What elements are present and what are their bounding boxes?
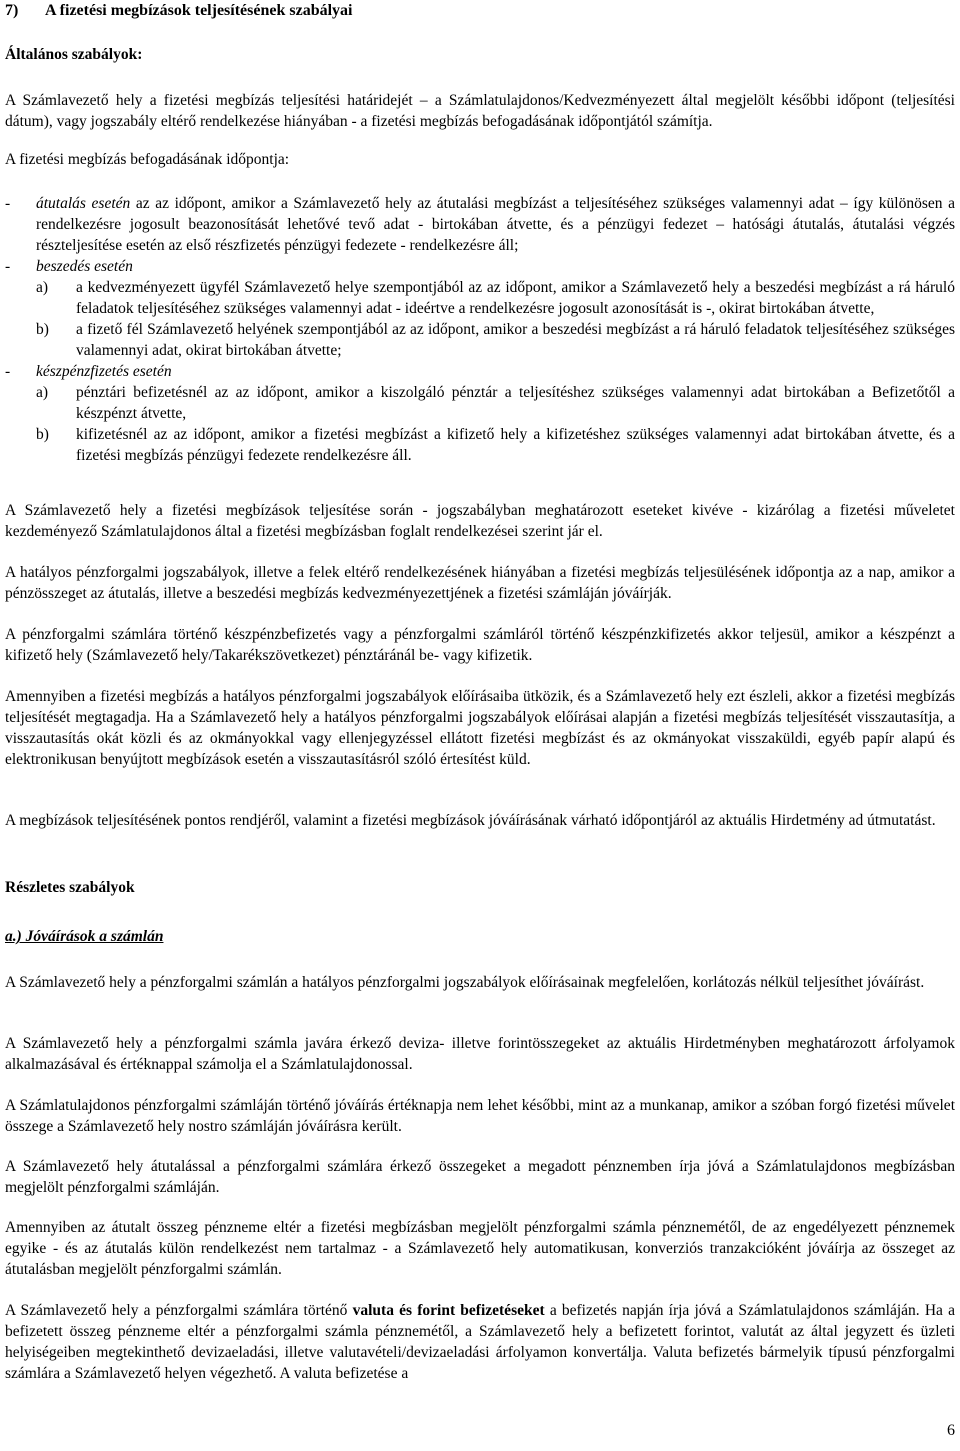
list-item: - készpénzfizetés esetén [5,361,955,382]
paragraph-2: A fizetési megbízás befogadásának időpontja: [5,151,290,168]
paragraph-10: A Számlatulajdonos pénzforgalmi számláján történő jóváírás értéknapja nem lehet későbbi, mint az a munkanap, amikor a szóban forgó fizetési művelet összege a Számlavezető hely nostro számláján jóváírásra került. [5,1097,955,1135]
section-heading [5,0,353,21]
page-number: 6 [947,1422,955,1439]
list-item-label: készpénzfizetés esetén [36,363,172,380]
paragraph-13: A Számlavezető hely a pénzforgalmi számlára történő valuta és forint befizetéseket a befizetés napján írja jóvá a Számlatulajdonos számláján. Ha a befizetett összeg pénzneme eltér a pénzforgalmi számla pénznemétől, a Számlavezető hely a befizetett forintot, valutát az által jegyzett és üzleti helyiségeiben megtekinthető devizaeladási, illetve valutavételi/devizaeladási árfolyamon konvertálja. Valuta befizetés bármelyik típusú pénzforgalmi számlára a Számlavezető helyen végezhető. A valuta befizetése a [5,1302,955,1382]
paragraph-9: A Számlavezető hely a pénzforgalmi számla javára érkező deviza- illetve forintösszegeket az aktuális Hirdetményben meghatározott árfolyamok alkalmazásával és értéknappal számolja el a Számlatulajdonossal. [5,1035,955,1073]
sub-item-text: pénztári befizetésnél az az időpont, amikor a kiszolgáló pénztár a teljesítéshez szükséges valamennyi adat birtokában a Befizetőtől a készpénzt átvette, [76,384,955,422]
general-rules-title: Általános szabályok: [5,46,143,63]
list-item-label: beszedés esetén [36,258,133,275]
paragraph-7: A megbízások teljesítésének pontos rendjéről, valamint a fizetési megbízások jóváírásának várható időpontjáról az aktuális Hirdetmény ad útmutatást. [5,812,936,829]
list-item-text: az az időpont, amikor a Számlavezető hely az átutalási megbízást a teljesítéséhez szükséges valamennyi adat – így különösen a rendelkezésre jogosult beazonosítását lehetővé tevő adat - birtokában átvette, és a pénzügyi fedezet – hatósági átutalás, átutalási végzés részteljesítése esetén az első részfizetés pénzügyi fedezete - rendelkezésre áll; [36,195,955,254]
sub-item: b) a fizető fél Számlavezető helyének szempontjából az az időpont, amikor a beszedési megbízást a rá háruló feladatok teljesítéséhez szükséges valamennyi adat, okirat birtokában átvette; [36,321,955,359]
paragraph-8: A Számlavezető hely a pénzforgalmi számlán a hatályos pénzforgalmi jogszabályok előírásainak megfelelően, korlátozás nélkül teljesíthet jóváírást. [5,974,925,991]
paragraph-11: A Számlavezető hely átutalással a pénzforgalmi számlára érkező összegeket a megadott pénznemben írja jóvá a Számlatulajdonos megbízásban megjelölt pénzforgalmi számláján. [5,1158,955,1196]
section-title: A fizetési megbízások teljesítésének szabályai [45,2,353,19]
sub-item-text: a kedvezményezett ügyfél Számlavezető helye szempontjából az az időpont, amikor a Számlavezető hely a beszedési megbízást a rá háruló feladatok teljesítéséhez szükséges valamennyi adat - ideértve a rendelkezésre jogosult azonosítását is -, okirat birtokában átvette, [76,279,955,317]
list-item-label: átutalás esetén [36,195,131,212]
sub-item: b) kifizetésnél az az időpont, amikor a fizetési megbízást a kifizető hely a kifizetéshez szükséges valamennyi adat birtokában átvette, és a fizetési megbízás pénzügyi fedezete rendelkezésre áll. [36,426,955,464]
list-item: - átutalás esetén az az időpont, amikor a Számlavezető hely az átutalási megbízást a teljesítéséhez szükséges valamennyi adat – így különösen a rendelkezésre jogosult beazonosítását lehetővé tevő adat - birtokában átvette, és a pénzügyi fedezet – hatósági átutalás, átutalási végzés részteljesítése esetén az első részfizetés pénzügyi fedezete - rendelkezésre áll; [5,195,955,254]
sub-item-text: kifizetésnél az az időpont, amikor a fizetési megbízást a kifizető hely a kifizetéshez szükséges valamennyi adat birtokában átvette, és a fizetési megbízás pénzügyi fedezete rendelkezésre áll. [76,426,955,464]
list-item: - beszedés esetén [5,256,955,277]
paragraph-3: A Számlavezető hely a fizetési megbízások teljesítése során - jogszabályban meghatározott eseteket kivéve - kizárólag a fizetési műveletet kezdeményező Számlatulajdonos által a fizetési megbízásban foglalt rendelkezései szerint jár el. [5,502,955,540]
paragraph-5: A pénzforgalmi számlára történő készpénzbefizetés vagy a pénzforgalmi számláról történő készpénzkifizetés akkor teljesül, amikor a készpénzt a kifizető hely (Számlavezető hely/Takarékszövetkezet) pénztáránál be- vagy kifizetik. [5,626,955,664]
sub-item: a) pénztári befizetésnél az az időpont, amikor a kiszolgáló pénztár a teljesítéshez szükséges valamennyi adat birtokában a Befizetőtől a készpénzt átvette, [36,384,955,422]
paragraph-4: A hatályos pénzforgalmi jogszabályok, illetve a felek eltérő rendelkezésének hiányában a fizetési megbízás teljesülésének időpontja az a nap, amikor a pénzösszeget az átutalás, illetve a beszedési megbízás kedvezményezettjének a fizetési számláján jóváírják. [5,564,955,602]
section-a-title: a.) Jóváírások a számlán [5,928,164,945]
paragraph-1: A Számlavezető hely a fizetési megbízás teljesítési határidejét – a Számlatulajdonos/Kedvezményezett által megjelölt későbbi időpont (teljesítési dátum), vagy jogszabály eltérő rendelkezése hiányában - a fizetési megbízás befogadásának időpontjától számítja. [5,92,955,130]
acceptance-list [5,193,955,466]
detailed-rules-title: Részletes szabályok [5,879,135,896]
paragraph-6: Amennyiben a fizetési megbízás a hatályos pénzforgalmi jogszabályok előírásaiba ütközik, és a Számlavezető hely ezt észleli, akkor a fizetési megbízás teljesítését megtagadja. Ha a Számlavezető hely a hatályos pénzforgalmi jogszabályok előírásai alapján a fizetési megbízás teljesítését visszautasítja, a visszautasítás okát közli és az okmányokkal vagy ellenjegyzéssel ellátott fizetési megbízást és az okmányokat visszaküldi, egyéb papír alapú és elektronikusan benyújtott megbízások esetén a visszautasításról szóló értesítést küld. [5,688,955,768]
sub-item: a) a kedvezményezett ügyfél Számlavezető helye szempontjából az az időpont, amikor a Számlavezető hely a beszedési megbízást a rá háruló feladatok teljesítéséhez szükséges valamennyi adat - ideértve a rendelkezésre jogosult azonosítását is -, okirat birtokában átvette, [36,279,955,317]
paragraph-12: Amennyiben az átutalt összeg pénzneme eltér a fizetési megbízásban megjelölt pénzforgalmi számla pénznemétől, de az engedélyezett pénznemek egyike - és az átutalás külön rendelkezést nem tartalmaz - a Számlavezető hely automatikusan, konverziós tranzakcióként jóváírja az összeget az átutalásban megjelölt pénzforgalmi számlán. [5,1219,955,1278]
section-number: 7) [5,2,19,19]
sub-item-text: a fizető fél Számlavezető helyének szempontjából az az időpont, amikor a beszedési megbízást a rá háruló feladatok teljesítéséhez szükséges valamennyi adat, okirat birtokában átvette; [76,321,955,359]
